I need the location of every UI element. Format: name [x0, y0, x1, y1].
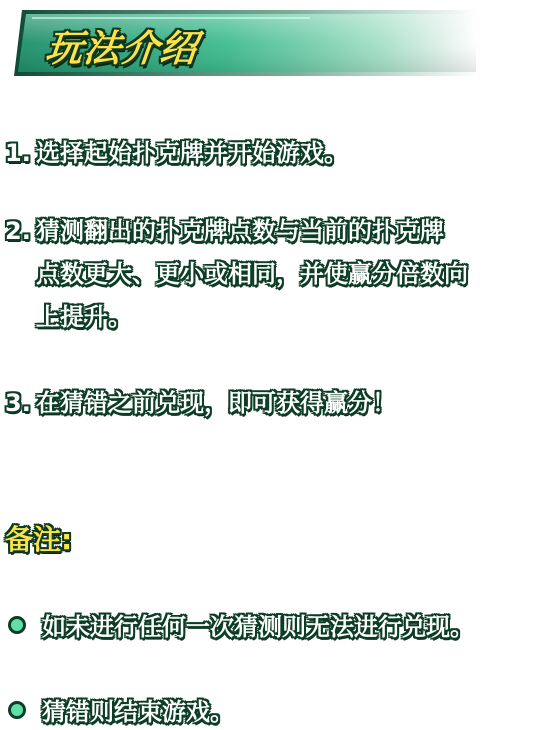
note-text: 猜错则结束游戏。: [42, 698, 234, 726]
page-title: 玩法介绍: [43, 27, 200, 70]
rule-text: 选择起始扑克牌并开始游戏。: [36, 139, 348, 167]
rule-text-continued: 上提升。: [36, 303, 132, 331]
rule-item-2: [5, 210, 468, 339]
note-text: 如未进行任何一次猜测则无法进行兑现。: [42, 613, 474, 641]
title-banner: [10, 6, 480, 80]
rule-text: 在猜错之前兑现，即可获得赢分！: [36, 389, 396, 417]
rule-text-continued: 点数更大、更小或相同，并使赢分倍数向: [36, 260, 468, 288]
rule-number: 3.: [5, 389, 31, 417]
bullet-dot-icon: [8, 701, 26, 719]
rule-item-1: [5, 132, 348, 175]
rule-number: 2.: [5, 217, 31, 245]
rule-item-3: [5, 382, 396, 425]
bullet-dot-icon: [8, 616, 26, 634]
notes-heading: 备注:: [5, 523, 73, 556]
note-item-1: [8, 606, 474, 649]
note-item-2: [8, 691, 234, 730]
rule-text: 猜测翻出的扑克牌点数与当前的扑克牌: [36, 217, 444, 245]
rule-number: 1.: [5, 139, 31, 167]
